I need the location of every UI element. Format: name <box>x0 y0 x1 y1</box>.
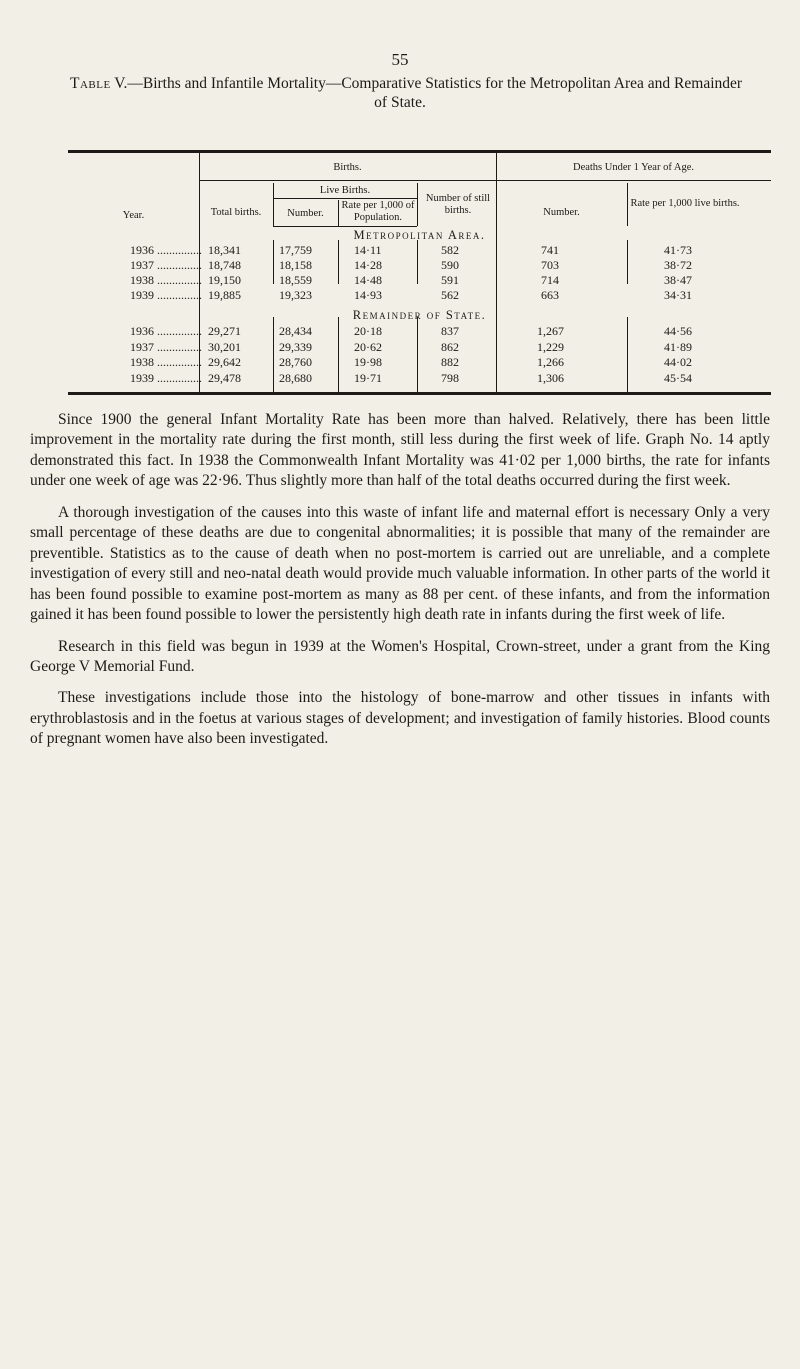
divider <box>627 183 628 226</box>
header-still-births: Number of still births. <box>425 193 491 216</box>
caption-line2: of State. <box>374 93 426 111</box>
rate-cell: 20·62 <box>354 340 382 354</box>
still-births-cell: 882 <box>441 355 459 369</box>
header-births: Births. <box>333 162 362 173</box>
deaths-cell: 714 <box>541 273 559 287</box>
paragraph: A thorough investigation of the causes into this waste of infant life and maternal effort is necessary Only a very small percentage of these deaths are due to congenital abnormalities; it is possible that many of the remainder are preventible. Statistics as to the cause of death when no post-mortem is carried out are unreliable, and a complete investigation of every still and neo-natal death would provide much valuable information. In other parts of the world it has been found possible to examine post-mortem as many as 88 per cent. of these infants, and from the information gained it has been found possible to lower the persistently high death rate in infants during the first week of life. <box>30 503 770 624</box>
header-live-births: Live Births. <box>319 185 371 196</box>
year-cell: 1937 <box>130 340 154 354</box>
live-births-cell: 18,559 <box>279 273 312 287</box>
rate-cell: 19·98 <box>354 355 382 369</box>
deaths-rate-cell: 44·02 <box>664 355 692 369</box>
total-births-cell: 19,150 <box>208 273 241 287</box>
divider <box>273 240 274 284</box>
header-deaths-under-1: Deaths Under 1 Year of Age. <box>572 162 695 173</box>
paragraph: These investigations include those into the histology of bone-marrow and other tissues in infants with erythroblastosis and in the foetus at various stages of development; and investigation of family histories. Blood counts of pregnant women have also been investigated. <box>30 689 770 748</box>
deaths-rate-cell: 38·47 <box>664 273 692 287</box>
header-total-births: Total births. <box>210 207 262 218</box>
total-births-cell: 29,642 <box>208 355 241 369</box>
body-text <box>30 410 770 761</box>
still-births-cell: 798 <box>441 371 459 385</box>
divider <box>417 317 418 392</box>
caption-label: Table <box>70 75 111 92</box>
header-rule <box>199 180 496 181</box>
divider <box>417 240 418 284</box>
section-title-remainder: Remainder of State. <box>352 308 487 322</box>
rate-cell: 14·11 <box>354 243 382 257</box>
section-title-metropolitan: Metropolitan Area. <box>353 228 486 242</box>
rate-cell: 20·18 <box>354 324 382 338</box>
still-births-cell: 837 <box>441 324 459 338</box>
header-live-number: Number. <box>287 208 324 219</box>
live-births-cell: 18,158 <box>279 258 312 272</box>
live-births-cell: 28,680 <box>279 371 312 385</box>
still-births-cell: 862 <box>441 340 459 354</box>
caption-text: V.—Births and Infantile Mortality—Comparative Statistics for the Metropolitan Area and Remainder <box>114 75 743 92</box>
divider <box>627 317 628 392</box>
rate-cell: 14·48 <box>354 273 382 287</box>
deaths-cell: 1,306 <box>537 371 564 385</box>
header-year: Year. <box>122 210 145 221</box>
year-cell: 1939 <box>130 288 154 302</box>
year-cell: 1936 <box>130 243 154 257</box>
divider <box>496 153 497 392</box>
header-deaths-number: Number. <box>543 207 580 218</box>
deaths-cell: 1,267 <box>537 324 564 338</box>
table-top-rule <box>68 150 771 153</box>
deaths-rate-cell: 41·73 <box>664 243 692 257</box>
year-cell: 1937 <box>130 258 154 272</box>
rate-cell: 19·71 <box>354 371 382 385</box>
deaths-rate-cell: 38·72 <box>664 258 692 272</box>
divider <box>338 200 339 226</box>
rate-cell: 14·93 <box>354 288 382 302</box>
deaths-cell: 1,229 <box>537 340 564 354</box>
divider <box>338 317 339 392</box>
header-rule <box>273 198 417 199</box>
total-births-cell: 18,341 <box>208 243 241 257</box>
divider <box>338 240 339 284</box>
live-births-cell: 28,434 <box>279 324 312 338</box>
year-cell: 1939 <box>130 371 154 385</box>
header-rate-population: Rate per 1,000 of Population. <box>341 200 415 223</box>
still-births-cell: 591 <box>441 273 459 287</box>
paragraph: Research in this field was begun in 1939 at the Women's Hospital, Crown-street, under a grant from the King George V Memorial Fund. <box>30 637 770 675</box>
deaths-cell: 703 <box>541 258 559 272</box>
still-births-cell: 582 <box>441 243 459 257</box>
live-births-cell: 19,323 <box>279 288 312 302</box>
header-rule <box>273 226 417 227</box>
live-births-cell: 29,339 <box>279 340 312 354</box>
deaths-cell: 663 <box>541 288 559 302</box>
deaths-rate-cell: 34·31 <box>664 288 692 302</box>
year-cell: 1936 <box>130 324 154 338</box>
header-rule <box>496 180 771 181</box>
table-caption <box>70 75 770 112</box>
live-births-cell: 28,760 <box>279 355 312 369</box>
page-number: 55 <box>391 50 409 69</box>
still-births-cell: 562 <box>441 288 459 302</box>
total-births-cell: 18,748 <box>208 258 241 272</box>
total-births-cell: 29,478 <box>208 371 241 385</box>
deaths-cell: 741 <box>541 243 559 257</box>
statistics-table: Year. Births. Deaths Under 1 Year of Age. Total births. Live Births. Number. Rate per 1,000 of Population. Number of still births. Number. Rate per 1,000 live births. Metropolitan Area. 1936 ............... 18,341 17,759 14·11 582 741 41·73 1937 ............... 18,748 18,158 14·28 590 703 38·72 1938 ............... 19,150 18,559 14·48 591 714 38·47 1939 ............... 19,885 19,323 14·93 562 663 34·31 Remainder of State. 1936 ............... 29,271 28,434 20·18 837 1,267 44·56 1937 ............... 30,201 29,339 20·62 862 1,229 41·89 1938 ............... 29,642 28,760 19·98 882 1,266 44·02 1939 ............... 29,478 28,680 19·71 798 1,306 45·54 <box>68 150 771 395</box>
total-births-cell: 30,201 <box>208 340 241 354</box>
header-deaths-rate: Rate per 1,000 live births. <box>630 198 740 209</box>
deaths-rate-cell: 44·56 <box>664 324 692 338</box>
total-births-cell: 29,271 <box>208 324 241 338</box>
paragraph: Since 1900 the general Infant Mortality Rate has been more than halved. Relatively, there has been little improvement in the mortality rate during the first month, still less during the first week of life. Graph No. 14 aptly demonstrated this fact. In 1938 the Commonwealth Infant Mortality was 41·02 per 1,000 births, the rate for infants under one week of age was 22·96. Thus slightly more than half of the total deaths occurred during the first week. <box>30 411 770 490</box>
total-births-cell: 19,885 <box>208 288 241 302</box>
still-births-cell: 590 <box>441 258 459 272</box>
divider <box>273 317 274 392</box>
year-cell: 1938 <box>130 355 154 369</box>
divider <box>417 183 418 226</box>
deaths-rate-cell: 41·89 <box>664 340 692 354</box>
live-births-cell: 17,759 <box>279 243 312 257</box>
rate-cell: 14·28 <box>354 258 382 272</box>
deaths-rate-cell: 45·54 <box>664 371 692 385</box>
year-cell: 1938 <box>130 273 154 287</box>
divider <box>627 240 628 284</box>
deaths-cell: 1,266 <box>537 355 564 369</box>
table-bottom-rule <box>68 392 771 395</box>
